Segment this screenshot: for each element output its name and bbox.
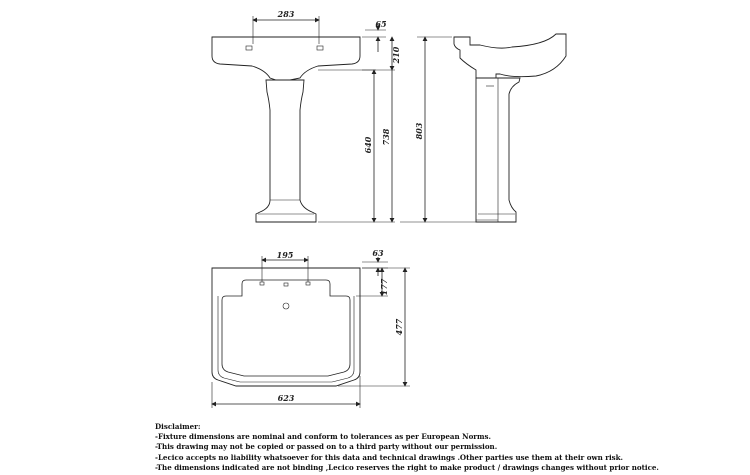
plan-view: [212, 248, 410, 408]
dim-plan-depth: 477: [394, 318, 404, 336]
dim-deck-offset: 63: [372, 248, 384, 258]
dim-tap-spacing: 195: [276, 250, 294, 260]
disclaimer-title: Disclaimer:: [155, 422, 201, 431]
disclaimer-line: -Lecico accepts no liability whatsoever for this data and technical drawings .Other parties use them at their own risk.: [155, 452, 624, 462]
disclaimer-line: -The dimensions indicated are not binding ,Lecico reserves the right to make product / drawings changes without prior notice.: [155, 462, 659, 472]
dim-pedestal-height: 640: [363, 136, 373, 154]
disclaimer: [155, 422, 745, 473]
dim-side-total-height: 803: [414, 122, 424, 140]
dim-deck-depth: 177: [379, 278, 389, 296]
dim-plan-width: 623: [277, 393, 295, 403]
front-basin: [212, 37, 360, 80]
dim-front-width: 283: [277, 9, 295, 19]
dim-basin-depth: 210: [391, 46, 401, 64]
dim-front-offset: 65: [375, 19, 387, 29]
dim-front-total-height: 738: [381, 128, 391, 146]
disclaimer-line: -Fixture dimensions are nominal and conform to tolerances as per European Norms.: [155, 432, 492, 442]
side-basin: [454, 34, 566, 78]
front-pedestal: [256, 80, 316, 222]
disclaimer-line: -This drawing may not be copied or passed on to a third party without our permission.: [155, 442, 498, 452]
side-elevation: [400, 34, 566, 222]
front-elevation: [212, 9, 401, 222]
